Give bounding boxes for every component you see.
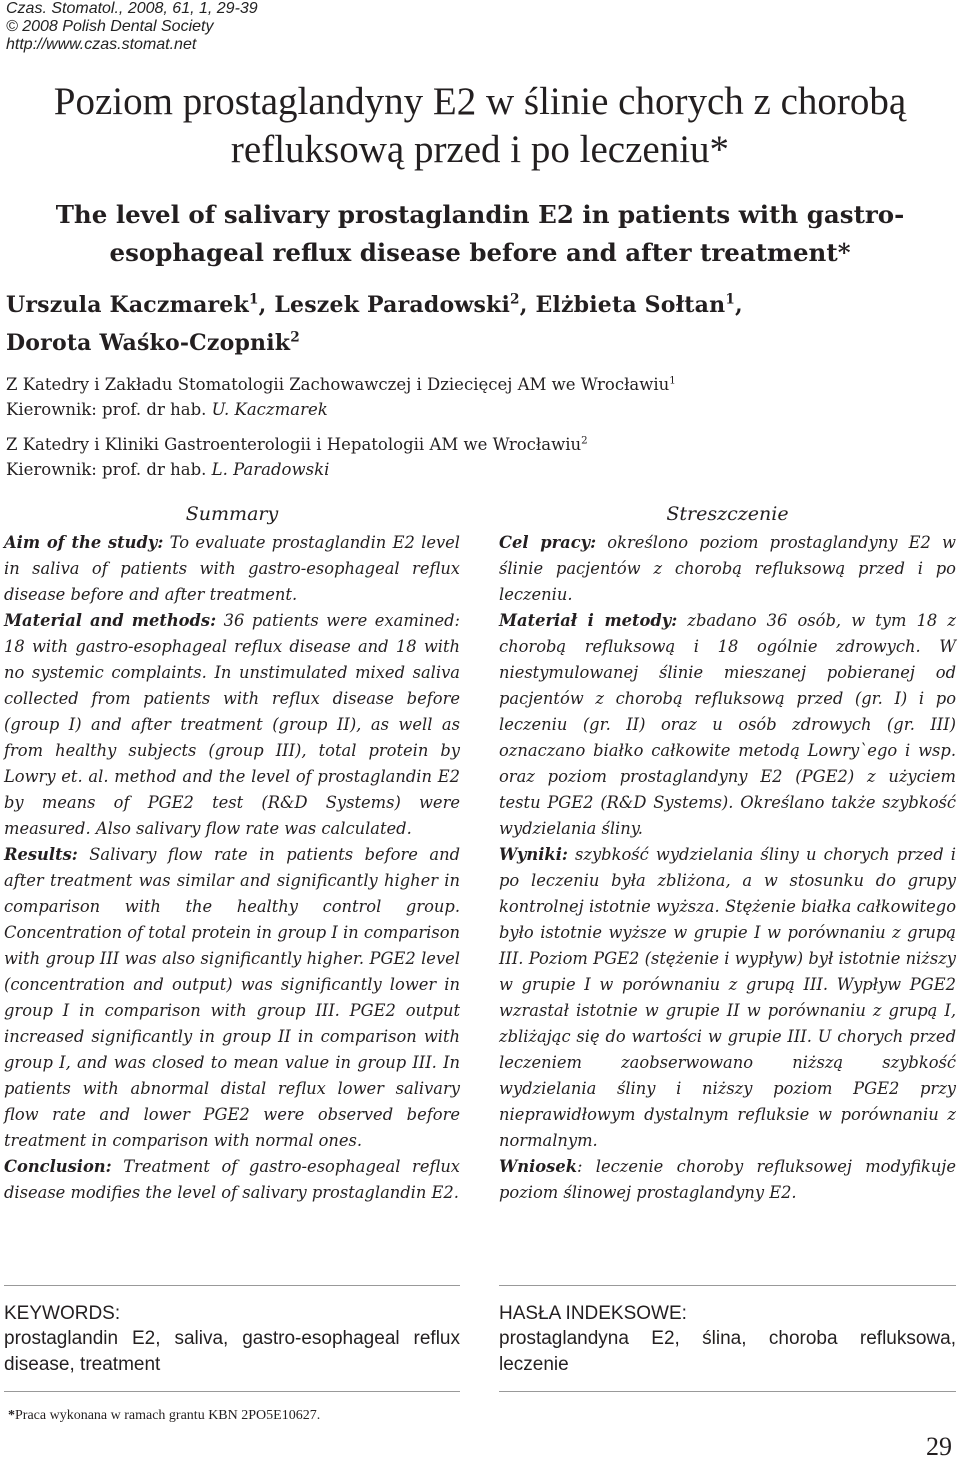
summary-results-text: Salivary flow rate in patients before and after treatment was similar and significantly higher in comparison with the healthy control group. Concentration of total protein in group I in comparison with group III was also significantly higher. PGE2 level (concentration and output) was significantly lower in group I in comparison with group III. PGE2 output increased significantly in group II in comparison with group I, and was closed to mean value in group III. In patients with abnormal distal reflux lower salivary flow rate and lower PGE2 were observed before treatment in comparison with normal ones. [4, 845, 460, 1150]
affiliation-head-name: L. Paradowski [211, 460, 330, 479]
streszczenie-conclusion-label: Wniosek [499, 1157, 577, 1176]
summary-aim-text: To evaluate prostaglandin E2 level in saliva of patients with gastro-esophageal reflux disease before and after treatment. [4, 533, 460, 604]
keywords-divider [4, 1285, 460, 1286]
author-name: Leszek Paradowski [274, 292, 511, 318]
summary-methods-text: 36 patients were examined: 18 with gastro-esophageal reflux disease and 18 with no systemic complaints. In unstimulated mixed saliva collected from patients with reflux disease before (group I) and after treatment (group II), as well as from healthy subjects (group III), total protein by Lowry et. al. method and the level of prostaglandin E2 by means of PGE2 test (R&D Systems) were measured. Also salivary flow rate was calculated. [4, 611, 460, 838]
author-affil-sup: 2 [290, 329, 300, 346]
streszczenie-aim [499, 530, 956, 608]
streszczenie-aim-label: Cel pracy: [499, 533, 597, 552]
streszczenie-results-text: szybkość wydzielania śliny u chorych przed i po leczeniu była zbliżona, a w stosunku do grupy kontrolnej istotnie wyższa. Stężenie białka całkowitego było istotnie wyższe w grupie I w porównaniu z grupą III. Poziom PGE2 (stężenie i wypływ) był istotnie niższy w grupie I w porównaniu z grupą III. Wypływ PGE2 wzrastał istotnie w grupie II w porównaniu z grupą I, zbliżając się do wartości w grupie III. U chorych przed leczeniem zaobserwowano niższą szybkość wydzielania śliny i niższy poziom PGE2 przy nieprawidłowym dystalnym refluksie w porównaniu z normalnym. [499, 845, 956, 1150]
streszczenie-conclusion-text: : leczenie choroby refluksowej modyfikuje poziom ślinowej prostaglandyny E2. [499, 1157, 956, 1202]
summary-methods-label: Material and methods: [4, 611, 217, 630]
page-number: 29 [926, 1432, 952, 1461]
author-list: Urszula Kaczmarek$^1$, Leszek Paradowski$^2$, Elżbieta Sołtan$^1$, Dorota Waśko-Czopnik$^2$ [6, 291, 743, 356]
affiliation-2 [6, 432, 956, 482]
hasla-text: prostaglandyna E2, ślina, choroba refluksowa, leczenie [499, 1328, 956, 1375]
article-title [0, 78, 960, 174]
affiliation-dept: Z Katedry i Zakładu Stomatologii Zachowawczej i Dziecięcej AM we Wrocławiu [6, 375, 670, 394]
streszczenie-results [499, 842, 956, 1154]
affiliation-sup: 2 [581, 435, 588, 447]
hasla-heading: HASŁA INDEKSOWE: [499, 1303, 687, 1324]
affiliation-sup: 1 [669, 375, 676, 387]
footnote-marker: * [8, 1408, 15, 1423]
author-name: Dorota Waśko-Czopnik [6, 330, 291, 356]
summary-heading: Summary [185, 503, 279, 525]
summary-methods [4, 608, 460, 842]
footnote-divider-right [499, 1391, 956, 1392]
summary-conclusion [4, 1154, 460, 1206]
article-title-line1: Poziom prostaglandyny E2 w ślinie chorych z chorobą [53, 80, 907, 123]
author-affil-sup: 1 [248, 291, 259, 308]
affiliation-1 [6, 372, 956, 422]
streszczenie-body [499, 530, 956, 1206]
footnote-text: Praca wykonana w ramach grantu KBN 2PO5E10627. [15, 1408, 321, 1423]
summary-results-label: Results: [4, 845, 78, 864]
author-name: Urszula Kaczmarek [6, 292, 249, 318]
footnote-divider-left [4, 1391, 460, 1392]
author-affil-sup: 2 [510, 291, 520, 308]
streszczenie-methods-label: Materiał i metody: [499, 611, 678, 630]
keywords-text: prostaglandin E2, saliva, gastro-esophageal reflux disease, treatment [4, 1328, 460, 1375]
affiliation-head-label: Kierownik: prof. dr hab. [6, 400, 212, 419]
journal-copyright: © 2008 Polish Dental Society [6, 18, 214, 35]
hasla-divider [499, 1285, 956, 1286]
streszczenie-aim-text: określono poziom prostaglandyny E2 w ślinie pacjentów z chorobą refluksową przed i po leczeniu. [499, 533, 956, 604]
keywords-heading: KEYWORDS: [4, 1303, 121, 1324]
affiliation-head-label: Kierownik: prof. dr hab. [6, 460, 212, 479]
author-affil-sup: 1 [725, 291, 736, 308]
summary-body [4, 530, 460, 1206]
summary-aim-label: Aim of the study: [4, 533, 164, 552]
summary-conclusion-text: Treatment of gastro-esophageal reflux disease modifies the level of salivary prostaglandin E2. [4, 1157, 460, 1202]
keywords-block [4, 1302, 460, 1378]
summary-results [4, 842, 460, 1154]
journal-header [6, 0, 258, 54]
streszczenie-results-label: Wyniki: [499, 845, 568, 864]
journal-citation: Czas. Stomatol., 2008, 61, 1, 29-39 [6, 0, 258, 17]
article-subtitle-english [0, 196, 960, 272]
author-name: Elżbieta Sołtan [535, 292, 726, 318]
affiliation-head-name: U. Kaczmarek [211, 400, 328, 419]
journal-url: http://www.czas.stomat.net [6, 36, 197, 53]
article-title-line2: refluksową przed i po leczeniu* [230, 128, 730, 171]
subtitle-line2: esophageal reflux disease before and after treatment* [109, 238, 851, 267]
summary-conclusion-label: Conclusion: [4, 1157, 112, 1176]
hasla-block [499, 1302, 956, 1378]
subtitle-line1: The level of salivary prostaglandin E2 in patients with gastro- [55, 200, 905, 229]
streszczenie-heading: Streszczenie [666, 503, 789, 525]
streszczenie-methods-text: zbadano 36 osób, w tym 18 z chorobą refluksową i 18 ogólnie zdrowych. W niestymulowanej ślinie mieszanej pobieranej od pacjentów z chorobą refluksową przed (gr. I) i po leczeniu (gr. II) oraz u osób zdrowych (gr. III) oznaczano białko całkowite metodą Lowry`ego i wsp. oraz poziom prostaglandyny E2 (PGE2) z użyciem testu PGE2 (R&D Systems). Określano także szybkość wydzielania śliny. [499, 611, 956, 838]
affiliation-dept: Z Katedry i Kliniki Gastroenterologii i Hepatologii AM we Wrocławiu [6, 435, 582, 454]
streszczenie-conclusion [499, 1154, 956, 1206]
summary-aim [4, 530, 460, 608]
streszczenie-methods [499, 608, 956, 842]
footnote [8, 1408, 320, 1424]
